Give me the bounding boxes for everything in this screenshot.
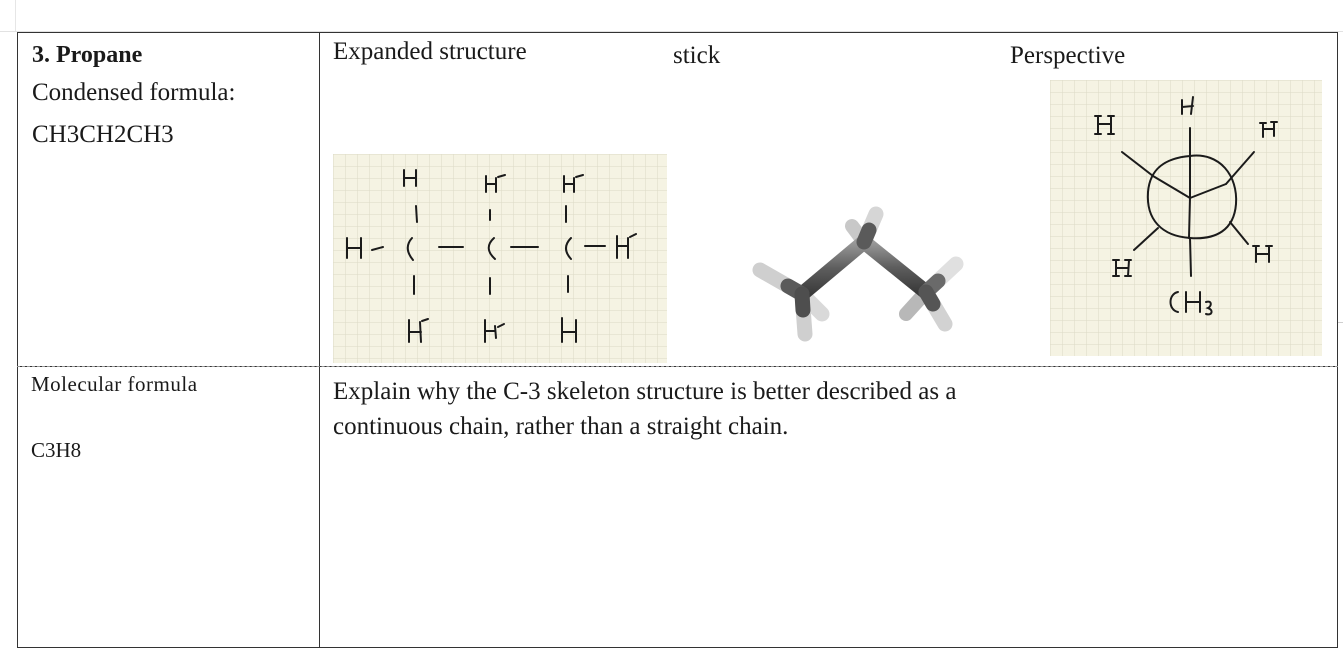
heading-perspective: Perspective	[1010, 42, 1126, 69]
stick-model-image	[740, 196, 980, 356]
page-top-margin	[0, 0, 1343, 32]
molecular-formula-label: Molecular formula	[31, 372, 198, 396]
heading-stick: stick	[673, 42, 721, 69]
condensed-formula-value: CH3CH2CH3	[32, 121, 174, 148]
cell-molecular-formula	[17, 366, 320, 648]
expanded-structure-drawing	[333, 154, 667, 363]
newman-projection-drawing	[1050, 80, 1322, 356]
question-text: Explain why the C-3 skeleton structure is better described as a continuous chain, rather than a straight chain.	[333, 378, 957, 440]
margin-guide	[15, 0, 16, 31]
row-separator	[17, 366, 1338, 367]
condensed-formula-label: Condensed formula:	[32, 79, 236, 106]
heading-expanded-structure: Expanded structure	[333, 38, 527, 65]
compound-title: 3. Propane	[32, 42, 143, 68]
page-edge-mark	[1338, 322, 1343, 323]
molecular-formula-value: C3H8	[31, 438, 82, 462]
